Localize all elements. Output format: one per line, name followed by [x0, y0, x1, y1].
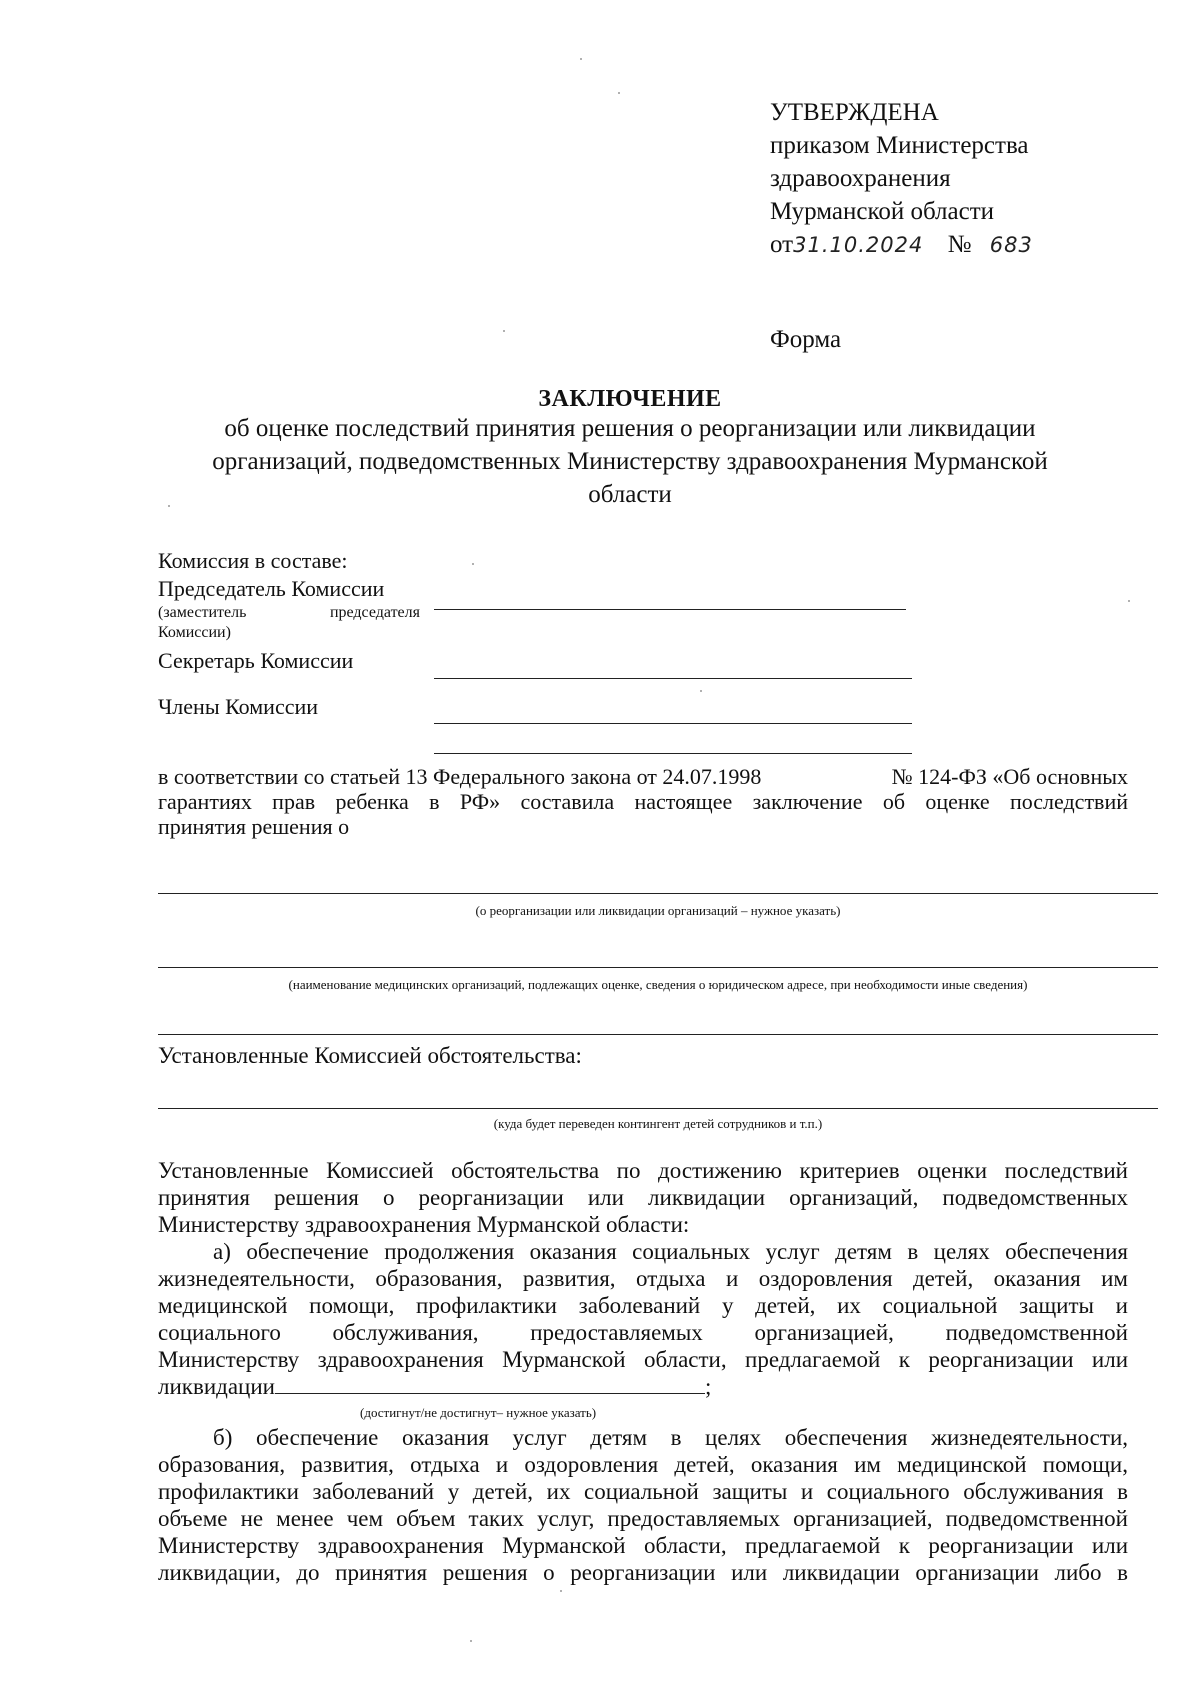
- approval-block: [770, 96, 1033, 262]
- law-row-1-a: в соответствии со статьей 13 Федерального закона от 24.07.1998: [158, 764, 762, 789]
- item-a-row-1-text: а) обеспечение продолжения оказания социальных услуг детям в целях обеспечения: [213, 1239, 1128, 1264]
- item-a-row-3-text: медицинской помощи, профилактики заболеваний у детей, их социальной защиты и: [158, 1293, 1128, 1318]
- law-row-1-b: № 124-ФЗ «Об основных: [891, 764, 1128, 789]
- scan-speck: [618, 92, 620, 94]
- approval-line-order: приказом Министерства: [770, 132, 1029, 159]
- handwritten-date: 31.10.2024: [793, 233, 924, 257]
- members-blank-line-2: [434, 753, 912, 754]
- item-a-row-3: [158, 1292, 1128, 1319]
- item-b-paragraph: [158, 1424, 1128, 1586]
- deputy-label-c: Комиссии): [158, 624, 231, 641]
- item-a-blank-line: [275, 1375, 705, 1394]
- achieved-caption: (достигнут/не достигнут– нужное указать): [360, 1405, 597, 1420]
- item-a-row-5-text: Министерству здравоохранения Мурманской области, предлагаемой к реорганизации или: [158, 1347, 1128, 1372]
- subtitle-line-1: об оценке последствий принятия решения о реорганизации или ликвидации: [224, 415, 1036, 442]
- item-b-row-5: [158, 1532, 1128, 1559]
- circumstances-blank-line: [158, 1108, 1158, 1109]
- approval-line-region: Мурманской области: [770, 198, 995, 225]
- subtitle-line-2: организаций, подведомственных Министерству здравоохранения Мурманской: [212, 448, 1048, 475]
- date-prefix: от: [770, 231, 794, 258]
- item-a-row-5: [158, 1346, 1128, 1373]
- org-name-blank-line-2: [158, 1034, 1158, 1035]
- scan-speck: [470, 1640, 472, 1642]
- secretary-label: Секретарь Комиссии: [158, 648, 354, 673]
- item-a-row-2: [158, 1265, 1128, 1292]
- scan-speck: [560, 1590, 562, 1592]
- deputy-label: [158, 604, 420, 622]
- scan-speck: [503, 330, 505, 332]
- document-title: ЗАКЛЮЧЕНИЕ: [538, 386, 722, 412]
- law-row-3: принятия решения о: [158, 814, 350, 839]
- contingent-caption: (куда будет переведен контингент детей сотрудников и т.п.): [493, 1116, 823, 1131]
- criteria-row-3: Министерству здравоохранения Мурманской области:: [158, 1212, 690, 1237]
- deputy-label-b: председателя: [329, 604, 420, 621]
- item-b-row-6: [158, 1559, 1128, 1586]
- item-b-row-4: [158, 1505, 1128, 1532]
- criteria-row-1: [158, 1157, 1128, 1184]
- scan-speck: [1128, 600, 1130, 602]
- item-b-row-2-text: образования, развития, отдыха и оздоровления детей, оказания им медицинской помощи,: [158, 1452, 1128, 1477]
- item-a-row-4-text: социального обслуживания, предоставляемых организацией, подведомственной: [158, 1320, 1128, 1345]
- commission-intro: Комиссия в составе:: [158, 548, 348, 573]
- criteria-paragraph: [158, 1157, 1128, 1400]
- chair-label: Председатель Комиссии: [158, 576, 385, 601]
- chair-blank-line: [434, 609, 906, 610]
- item-a-row-2-text: жизнедеятельности, образования, развития, отдыха и оздоровления детей, оказания им: [158, 1266, 1128, 1291]
- members-label: Члены Комиссии: [158, 694, 319, 719]
- item-b-row-2: [158, 1451, 1128, 1478]
- approval-line-health: здравоохранения: [770, 165, 951, 192]
- item-b-row-5-text: Министерству здравоохранения Мурманской области, предлагаемой к реорганизации или: [158, 1533, 1128, 1558]
- circumstances-label: Установленные Комиссией обстоятельства:: [158, 1043, 582, 1068]
- criteria-row-1-text: Установленные Комиссией обстоятельства по достижению критериев оценки последствий: [158, 1158, 1128, 1183]
- document-subtitle: [140, 412, 1120, 511]
- item-b-row-4-text: объеме не менее чем объем таких услуг, предоставляемых организацией, подведомственной: [158, 1506, 1128, 1531]
- org-name-blank-line: [158, 967, 1158, 968]
- form-label: Форма: [770, 326, 842, 353]
- item-a-end: ликвидации: [158, 1374, 275, 1399]
- deputy-label-a: (заместитель: [158, 604, 247, 621]
- scan-speck: [472, 563, 474, 565]
- reorg-blank-line: [158, 893, 1158, 894]
- law-row-2: [158, 789, 1128, 814]
- item-b-row-1: [158, 1424, 1128, 1451]
- item-a-row-1: [158, 1238, 1128, 1265]
- scan-speck: [580, 58, 582, 60]
- org-name-caption: (наименование медицинских организаций, подлежащих оценке, сведения о юридическом адресе, при необходимости иные сведения): [288, 977, 1028, 992]
- scan-speck: [700, 690, 702, 692]
- criteria-row-2-text: принятия решения о реорганизации или ликвидации организаций, подведомственных: [158, 1185, 1128, 1210]
- law-row-1: [158, 764, 1128, 789]
- number-prefix: №: [947, 231, 972, 258]
- secretary-blank-line: [434, 678, 912, 679]
- item-b-row-6-text: ликвидации, до принятия решения о реорганизации или ликвидации организации либо в: [158, 1560, 1128, 1585]
- item-b-row-3: [158, 1478, 1128, 1505]
- law-row-2-text: гарантиях прав ребенка в РФ» составила настоящее заключение об оценке последствий: [158, 789, 1128, 814]
- item-b-row-3-text: профилактики заболеваний у детей, их социальной защиты и социального обслуживания в: [158, 1479, 1128, 1504]
- item-a-row-4: [158, 1319, 1128, 1346]
- criteria-row-2: [158, 1184, 1128, 1211]
- reorg-caption: (о реорганизации или ликвидации организаций – нужное указать): [475, 903, 841, 918]
- item-b-row-1-text: б) обеспечение оказания услуг детям в целях обеспечения жизнедеятельности,: [213, 1425, 1128, 1450]
- approval-heading: УТВЕРЖДЕНА: [770, 99, 939, 126]
- scan-speck: [168, 505, 170, 507]
- handwritten-number: 683: [989, 233, 1033, 257]
- approval-date-line: [770, 228, 1033, 262]
- item-a-end-punct: ;: [704, 1374, 712, 1399]
- subtitle-line-3: области: [588, 481, 672, 508]
- law-paragraph: [158, 764, 1128, 839]
- members-blank-line: [434, 723, 912, 724]
- item-a-row-6: [158, 1373, 1128, 1400]
